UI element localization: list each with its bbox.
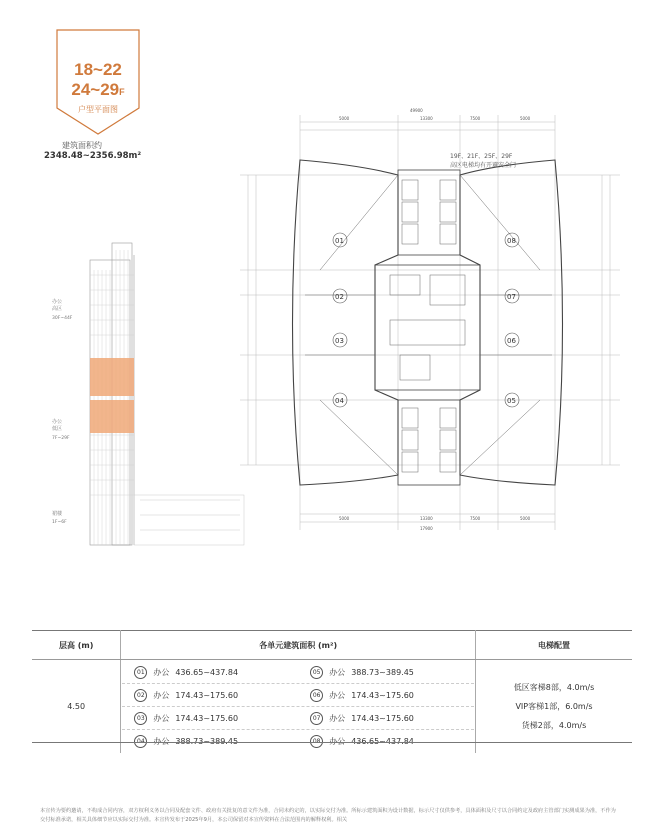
dim-bottom-4: 17900 xyxy=(420,526,433,531)
unit-row xyxy=(122,707,474,730)
unit-label-05: 05 xyxy=(507,397,516,405)
unit-number: 01 xyxy=(134,666,147,679)
unit-area: 436.65~437.84 xyxy=(175,667,239,677)
unit-cell xyxy=(122,712,298,725)
unit-type: 办公 xyxy=(329,713,346,723)
unit-row xyxy=(122,661,474,684)
unit-cell xyxy=(298,666,474,679)
unit-type: 办公 xyxy=(153,736,170,746)
unit-cell xyxy=(122,689,298,702)
plan-note-1: 19F、21F、25F、29F xyxy=(450,153,513,160)
spec-table xyxy=(32,630,632,753)
unit-label-06: 06 xyxy=(507,337,516,345)
unit-area: 174.43~175.60 xyxy=(175,690,239,700)
disclaimer: 本宣传为要约邀请，不构成合同内容，双方权利义务以合同及配套文件、政府有关批复的意文件为准，合同未约定的，以实际交付为准。所标示建筑面积为设计数据，标示尺寸仅供参考，具体面积及尺寸以合同约定及政府主管部门实测成果为准，不作为交付标准承诺，相关具体细节应以实际交付为准。本宣传发布于2025年9月，本公司保留对本宣传资料在合法范围内的解释权利。相关 xyxy=(40,808,616,823)
plan-title: 户型平面图 xyxy=(78,105,118,114)
highlight-band-lower xyxy=(90,400,134,433)
header-floor-height: 层高 (m) xyxy=(32,631,121,660)
unit-label-01: 01 xyxy=(335,237,344,245)
dim-top-2: 13300 xyxy=(420,116,433,121)
zone-low-title: 裙楼 xyxy=(52,511,63,517)
unit-row xyxy=(122,684,474,707)
dim-bottom-0: 5000 xyxy=(339,516,350,521)
unit-cell xyxy=(298,689,474,702)
dim-bottom-2: 7500 xyxy=(470,516,481,521)
unit-cell xyxy=(122,735,298,748)
dim-bottom-1: 13300 xyxy=(420,516,433,521)
dim-top-0: 49900 xyxy=(410,108,423,113)
unit-area: 436.65~437.84 xyxy=(351,736,414,746)
unit-number: 08 xyxy=(310,735,323,748)
floors-suffix: F xyxy=(119,87,125,97)
table-bottom-rule xyxy=(32,742,632,743)
floor-height-value: 4.50 xyxy=(32,660,121,754)
lift-line-1: 低区客梯8部，4.0m/s xyxy=(513,683,595,692)
unit-type: 办公 xyxy=(329,736,346,746)
lift-config xyxy=(476,660,632,754)
dim-top-4: 5000 xyxy=(520,116,531,121)
tower-elevation xyxy=(50,235,250,555)
unit-number: 03 xyxy=(134,712,147,725)
unit-area: 174.43~175.60 xyxy=(351,690,414,700)
unit-number: 06 xyxy=(310,689,323,702)
highlight-band-upper xyxy=(90,358,134,396)
unit-label-07: 07 xyxy=(507,293,516,301)
dim-bottom-3: 5000 xyxy=(520,516,531,521)
unit-label-02: 02 xyxy=(335,293,344,301)
unit-cell xyxy=(122,666,298,679)
unit-number: 05 xyxy=(310,666,323,679)
header-lift: 电梯配置 xyxy=(476,631,632,660)
unit-label-04: 04 xyxy=(335,397,344,405)
zone-high-range: 30F~44F xyxy=(52,316,73,321)
unit-row xyxy=(122,730,474,752)
unit-area: 174.43~175.60 xyxy=(351,713,414,723)
unit-number: 02 xyxy=(134,689,147,702)
lift-line-2: VIP客梯1部，6.0m/s xyxy=(515,702,593,711)
floor-plan xyxy=(240,100,620,540)
unit-type: 办公 xyxy=(329,690,346,700)
header-unit-area: 各单元建筑面积 (m²) xyxy=(121,631,476,660)
unit-type: 办公 xyxy=(153,713,170,723)
unit-area: 388.73~389.45 xyxy=(175,736,239,746)
dim-top-3: 7500 xyxy=(470,116,481,121)
zone-mid-name: 低区 xyxy=(52,426,63,432)
unit-label-08: 08 xyxy=(507,237,516,245)
unit-label-03: 03 xyxy=(335,337,344,345)
unit-type: 办公 xyxy=(153,667,170,677)
unit-area: 388.73~389.45 xyxy=(351,667,414,677)
plan-note-2: 高区电梯均有开避安全门 xyxy=(450,162,517,169)
dim-top-1: 5000 xyxy=(339,116,350,121)
area-value: 2348.48~2356.98m² xyxy=(44,151,142,161)
unit-cell xyxy=(298,735,474,748)
lift-line-3: 货梯2部，4.0m/s xyxy=(521,721,587,730)
unit-cell xyxy=(298,712,474,725)
unit-number: 04 xyxy=(134,735,147,748)
zone-low-range: 1F~6F xyxy=(52,520,67,525)
unit-area: 174.43~175.60 xyxy=(175,713,239,723)
unit-area-grid xyxy=(121,660,476,754)
unit-number: 07 xyxy=(310,712,323,725)
floors-line-2-text: 24~29 xyxy=(71,80,120,99)
unit-type: 办公 xyxy=(153,690,170,700)
zone-high-name: 高区 xyxy=(52,306,63,312)
zone-high-title: 办公 xyxy=(52,299,63,305)
floors-title xyxy=(53,60,143,115)
zone-mid-title: 办公 xyxy=(52,419,63,425)
floors-line-2 xyxy=(53,80,143,102)
unit-type: 办公 xyxy=(329,667,346,677)
area-label: 建筑面积约 xyxy=(62,141,102,150)
zone-mid-range: 7F~29F xyxy=(52,436,70,441)
floors-line-1: 18~22 xyxy=(74,60,122,79)
